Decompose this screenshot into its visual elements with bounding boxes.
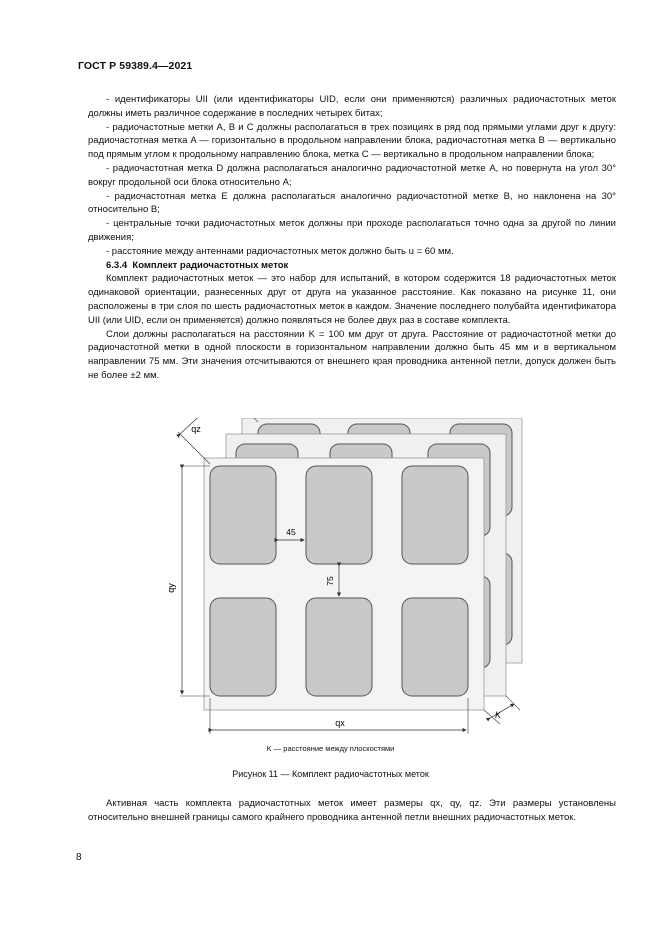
label-qz: qz [191, 424, 201, 434]
paragraph: - радиочастотная метка D должна располагаться аналогично радиочастотной метке A, но повернута на угол 30° вокруг продольной оси блока относительно A; [88, 162, 616, 188]
paragraph: - расстояние между антеннами радиочастотных меток должно быть u = 60 мм. [106, 245, 454, 257]
page-number: 8 [76, 852, 82, 863]
document-body [88, 93, 616, 383]
dimension-qy [166, 466, 210, 696]
paragraph: - центральные точки радиочастотных меток должны при проходе располагаться точно одна за другой по линии движения; [88, 218, 616, 243]
section-number: 6.3.4 [106, 259, 128, 271]
section-heading [88, 259, 616, 273]
figure-rfid-tag-set [160, 418, 530, 748]
paragraph: - радиочастотная метка E должна располагаться аналогично радиочастотной метке B, но наклонена на 30° относительно B; [88, 190, 616, 216]
label-qx: qx [335, 718, 345, 728]
tag-layer-front [204, 458, 484, 710]
label-gap-75: 75 [325, 576, 335, 586]
label-gap-45: 45 [286, 527, 296, 537]
paragraph: - идентификаторы UII (или идентификаторы UID, если они применяются) различных радиочастотных меток должны иметь различное содержание в последних четырех битах; [88, 94, 616, 119]
dimension-k [484, 696, 520, 724]
label-k: K [494, 710, 502, 720]
document-header: ГОСТ Р 59389.4—2021 [78, 60, 193, 72]
document-body-continued [88, 797, 616, 825]
paragraph: Комплект радиочастотных меток — это набор для испытаний, в котором содержится 18 радиочастотных меток одинаковой ориентации, разнесенных друг от друга на указанное расстояние. Как показано на рисунке 11, они расположены в три слоя по шесть радиочастотных меток в каждом. Значение последнего полубайта идентификатора UII (или UID, если он применяется) должно появляться не более двух раз в составе комплекта. [88, 273, 616, 326]
figure-legend: K — расстояние между плоскостями [266, 744, 395, 753]
section-title: Комплект радиочастотных меток [132, 259, 289, 271]
paragraph: Слои должны располагаться на расстоянии K = 100 мм друг от друга. Расстояние от радиочастотной метки до радиочастотной метки в одной плоскости в горизонтальном направлении должно быть 45 мм и в вертикальном направлении 75 мм. Эти значения отсчитываются от внешнего края проводника антенной петли, допуск должен быть не более ±2 мм. [88, 328, 616, 381]
figure-caption: Рисунок 11 — Комплект радиочастотных меток [232, 769, 429, 779]
paragraph: - радиочастотные метки A, B и C должны располагаться в трех позициях в ряд под прямыми углами друг к другу: радиочастотная метка A — горизонтально в продольном направлении блока, радиочастотная метка B — вертикально под прямым углом к продольному направлению блока, метка C — вертикально в продольном направлении блока; [88, 121, 616, 161]
figure-drawing [160, 418, 530, 743]
label-qy: qy [166, 583, 176, 593]
paragraph: Активная часть комплекта радиочастотных меток имеет размеры qx, qy, qz. Эти размеры установлены относительно внешней границы самого крайнего проводника антенной петли внешних радиочастотных меток. [88, 798, 616, 823]
